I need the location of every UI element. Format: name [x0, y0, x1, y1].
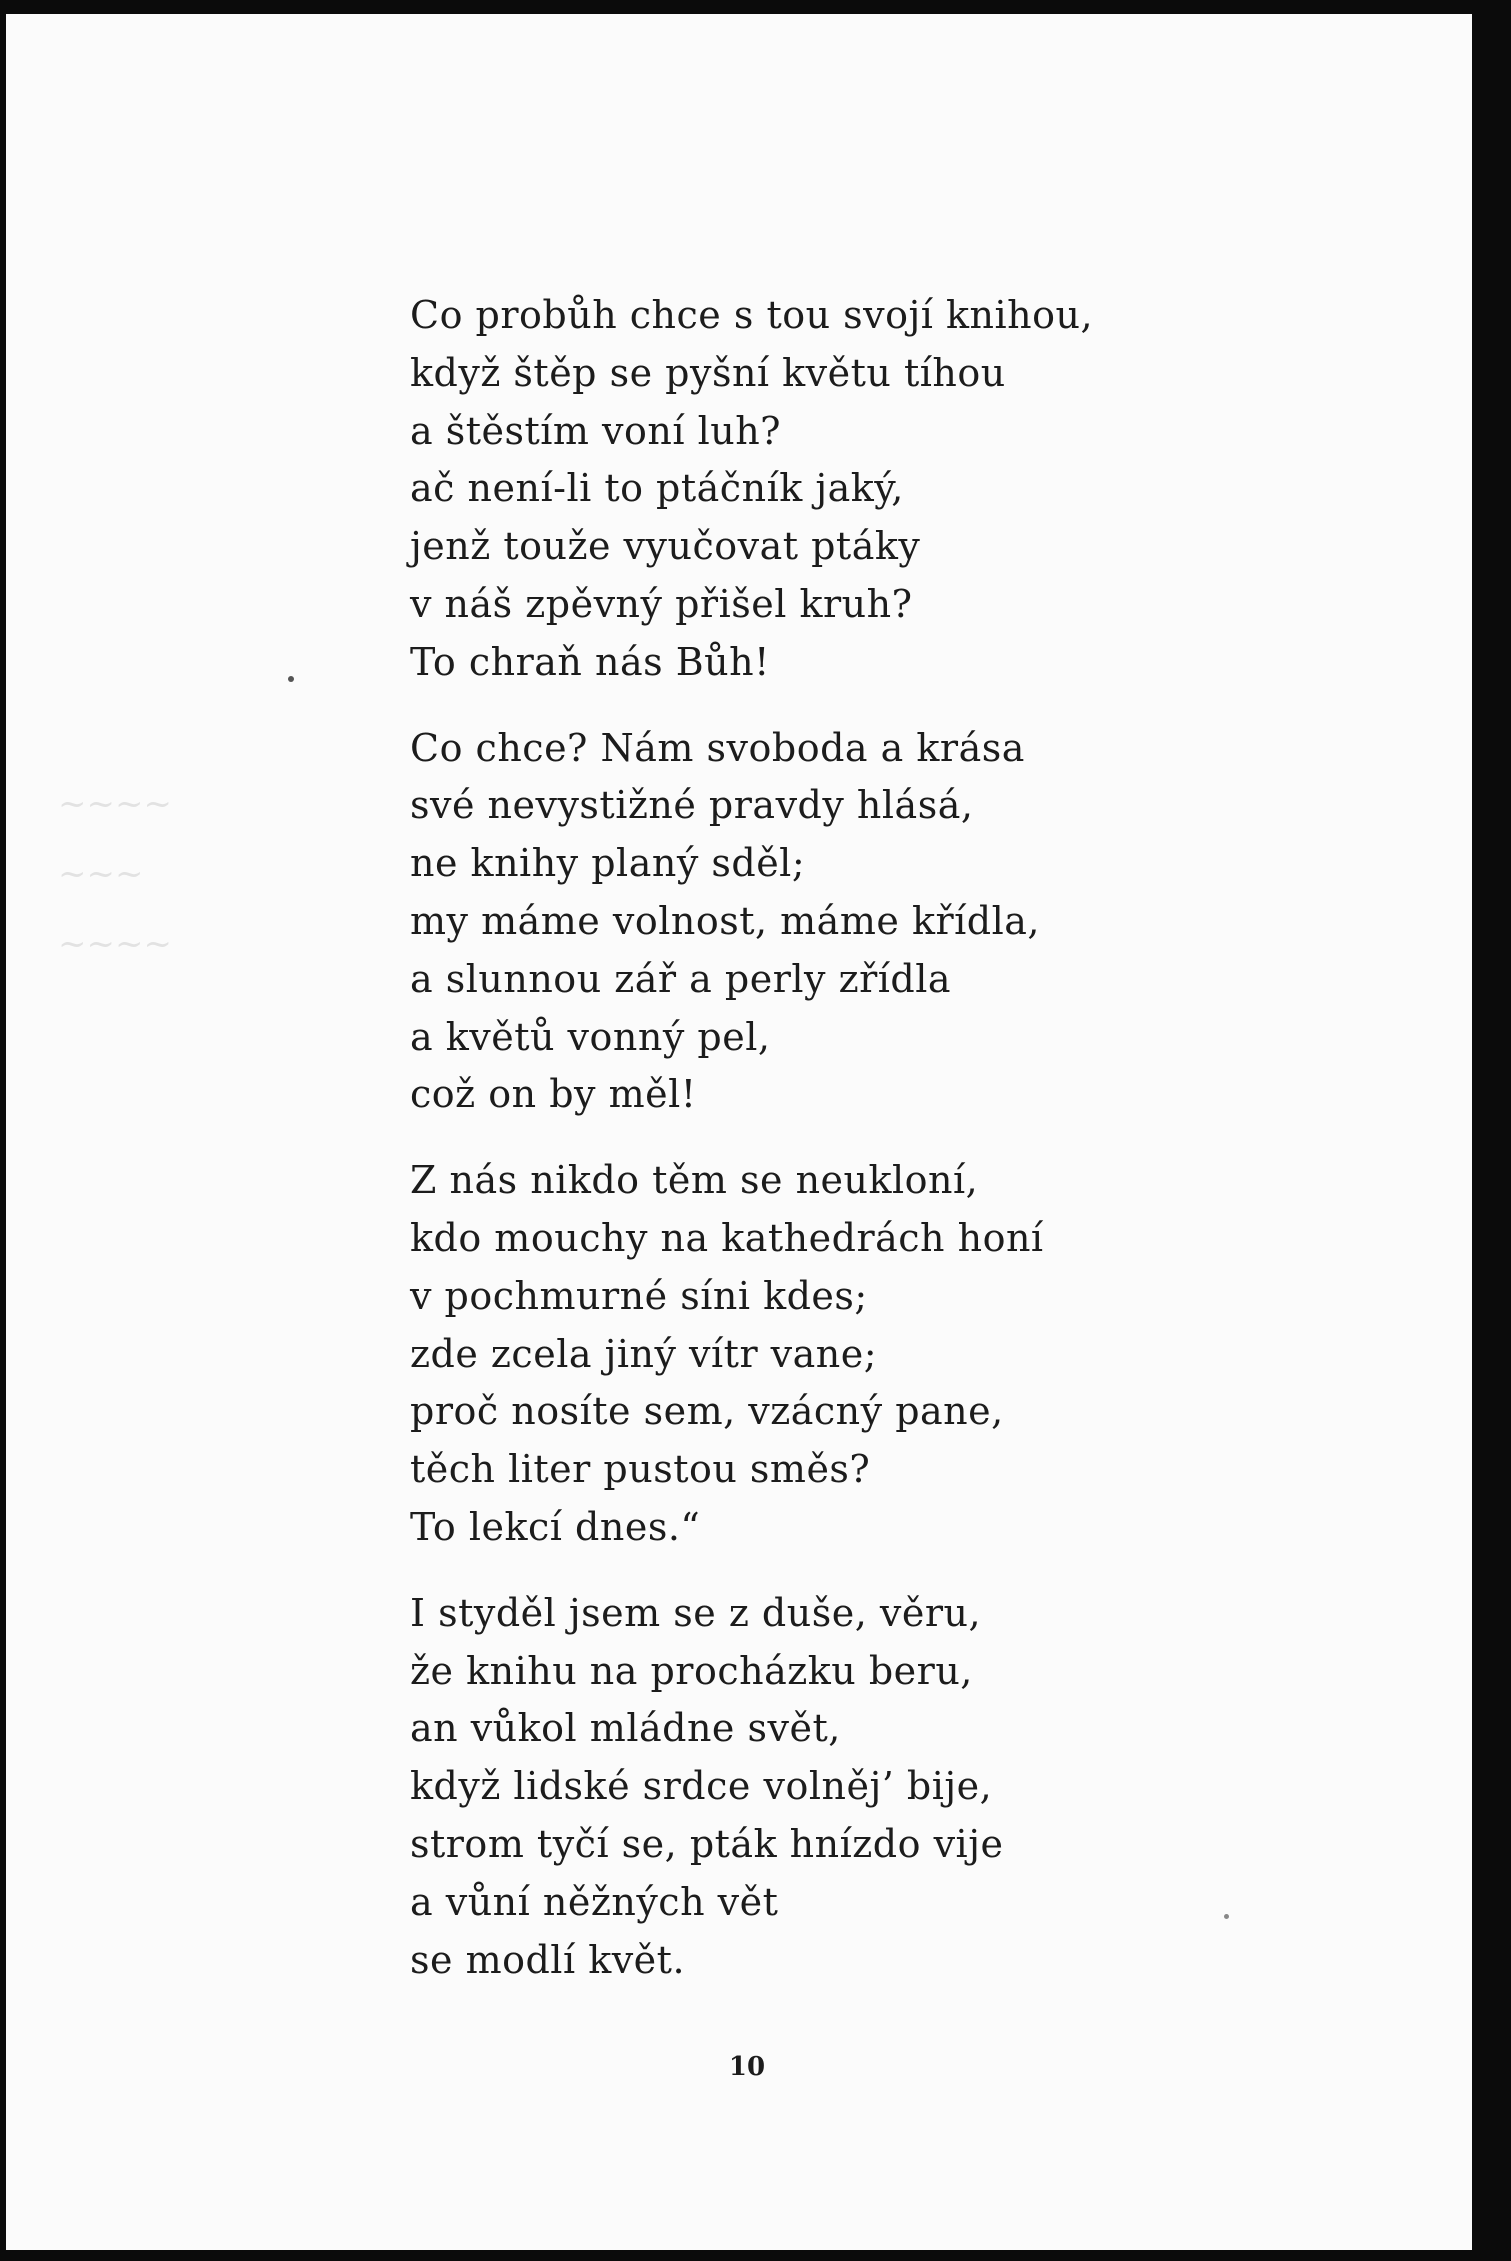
ink-speck	[288, 676, 294, 682]
book-page	[6, 14, 1472, 2250]
poem-line: To lekcí dnes.“	[410, 1504, 701, 1549]
poem-line: že knihu na procházku beru,	[410, 1648, 973, 1693]
poem-line: kdo mouchy na kathedrách honí	[410, 1215, 1044, 1260]
stanza	[410, 1585, 1410, 1990]
poem-line: Co probůh chce s tou svojí knihou,	[410, 293, 1094, 337]
poem-line: a vůní něžných vět	[410, 1879, 779, 1924]
stanza	[410, 1152, 1410, 1557]
stanza	[410, 720, 1410, 1125]
poem-line: a slunnou zář a perly zřídla	[410, 956, 952, 1001]
poem-line: a štěstím voní luh?	[410, 408, 782, 453]
poem-line: Z nás nikdo těm se neukloní,	[410, 1158, 979, 1203]
poem-line: ač není-li to ptáčník jaký,	[410, 466, 904, 511]
page-number: 10	[728, 2052, 766, 2082]
poem-line: v náš zpěvný přišel kruh?	[410, 581, 913, 626]
poem-line: zde zcela jiný vítr vane;	[410, 1331, 878, 1376]
poem-line: an vůkol mládne svět,	[410, 1706, 841, 1751]
poem-line: my máme volnost, máme křídla,	[410, 898, 1040, 943]
poem-line: když štěp se pyšní květu tíhou	[410, 350, 1006, 395]
poem-line: ne knihy planý sděl;	[410, 841, 806, 886]
poem-line: proč nosíte sem, vzácný pane,	[410, 1389, 1004, 1434]
poem-line: v pochmurné síni kdes;	[410, 1273, 868, 1318]
poem-line: strom tyčí se, pták hnízdo vije	[410, 1821, 1004, 1866]
poem-line: jenž touže vyučovat ptáky	[410, 524, 921, 569]
poem-line: a květů vonný pel,	[410, 1014, 771, 1059]
poem	[410, 287, 1410, 2017]
poem-line: což on by měl!	[410, 1072, 697, 1117]
scan-border	[1472, 0, 1511, 2261]
poem-line: těch liter pustou směs?	[410, 1447, 871, 1492]
poem-line: se modlí květ.	[410, 1937, 686, 1982]
stanza	[410, 287, 1410, 692]
poem-line: své nevystižné pravdy hlásá,	[410, 783, 974, 828]
poem-line: I styděl jsem se z duše, věru,	[410, 1590, 982, 1635]
poem-line: když lidské srdce volněj’ bije,	[410, 1764, 993, 1809]
poem-line: To chraň nás Bůh!	[410, 639, 770, 684]
poem-line: Co chce? Nám svoboda a krása	[410, 725, 1025, 770]
bleed-through-marks: ~~~~ ~~~ ~~~~	[58, 784, 172, 964]
